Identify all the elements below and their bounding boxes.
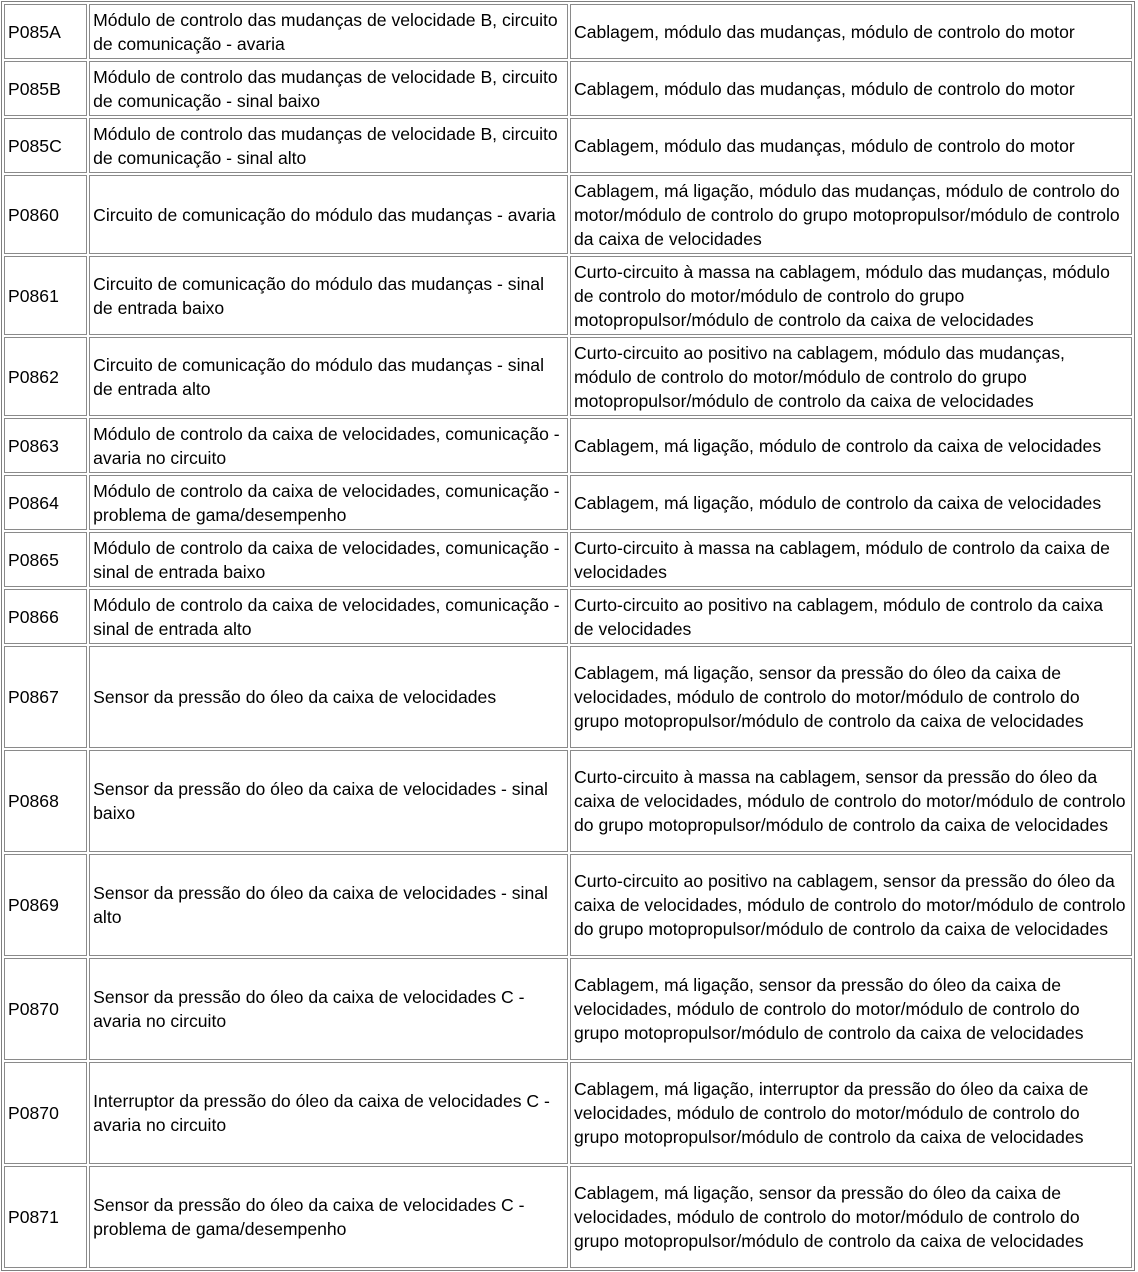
fault-description: Circuito de comunicação do módulo das mudanças - sinal de entrada baixo: [89, 256, 568, 335]
fault-description: Módulo de controlo das mudanças de velocidade B, circuito de comunicação - sinal alto: [89, 118, 568, 173]
possible-causes: Curto-circuito à massa na cablagem, módulo das mudanças, módulo de controlo do motor/módulo de controlo do grupo motopropulsor/módulo de controlo da caixa de velocidades: [570, 256, 1132, 335]
fault-description: Módulo de controlo da caixa de velocidades, comunicação - problema de gama/desempenho: [89, 475, 568, 530]
possible-causes: Cablagem, má ligação, sensor da pressão do óleo da caixa de velocidades, módulo de controlo do motor/módulo de controlo do grupo motopropulsor/módulo de controlo da caixa de velocidades: [570, 646, 1132, 748]
dtc-code: P0864: [4, 475, 87, 530]
table-row: [4, 61, 1132, 116]
dtc-code: P085B: [4, 61, 87, 116]
dtc-code: P0865: [4, 532, 87, 587]
possible-causes: Cablagem, módulo das mudanças, módulo de controlo do motor: [570, 4, 1132, 59]
possible-causes: Curto-circuito à massa na cablagem, módulo de controlo da caixa de velocidades: [570, 532, 1132, 587]
table-row: [4, 118, 1132, 173]
possible-causes: Cablagem, má ligação, interruptor da pressão do óleo da caixa de velocidades, módulo de controlo do motor/módulo de controlo do grupo motopropulsor/módulo de controlo da caixa de velocidades: [570, 1062, 1132, 1164]
table-row: [4, 475, 1132, 530]
dtc-code: P0860: [4, 175, 87, 254]
possible-causes: Cablagem, má ligação, módulo das mudanças, módulo de controlo do motor/módulo de controlo do grupo motopropulsor/módulo de controlo da caixa de velocidades: [570, 175, 1132, 254]
possible-causes: Curto-circuito ao positivo na cablagem, sensor da pressão do óleo da caixa de velocidades, módulo de controlo do motor/módulo de controlo do grupo motopropulsor/módulo de controlo da caixa de velocidades: [570, 854, 1132, 956]
dtc-table: [1, 1, 1135, 1271]
table-row: [4, 337, 1132, 416]
possible-causes: Cablagem, módulo das mudanças, módulo de controlo do motor: [570, 118, 1132, 173]
table-row: [4, 1166, 1132, 1268]
fault-description: Sensor da pressão do óleo da caixa de velocidades: [89, 646, 568, 748]
fault-description: Módulo de controlo da caixa de velocidades, comunicação - sinal de entrada baixo: [89, 532, 568, 587]
dtc-code: P085C: [4, 118, 87, 173]
possible-causes: Cablagem, má ligação, sensor da pressão do óleo da caixa de velocidades, módulo de controlo do motor/módulo de controlo do grupo motopropulsor/módulo de controlo da caixa de velocidades: [570, 958, 1132, 1060]
table-row: [4, 418, 1132, 473]
dtc-code: P0870: [4, 1062, 87, 1164]
fault-description: Sensor da pressão do óleo da caixa de velocidades C - problema de gama/desempenho: [89, 1166, 568, 1268]
table-row: [4, 750, 1132, 852]
possible-causes: Curto-circuito ao positivo na cablagem, módulo das mudanças, módulo de controlo do motor/módulo de controlo do grupo motopropulsor/módulo de controlo da caixa de velocidades: [570, 337, 1132, 416]
fault-description: Módulo de controlo das mudanças de velocidade B, circuito de comunicação - sinal baixo: [89, 61, 568, 116]
fault-description: Sensor da pressão do óleo da caixa de velocidades - sinal baixo: [89, 750, 568, 852]
dtc-code: P085A: [4, 4, 87, 59]
fault-description: Sensor da pressão do óleo da caixa de velocidades - sinal alto: [89, 854, 568, 956]
possible-causes: Curto-circuito ao positivo na cablagem, módulo de controlo da caixa de velocidades: [570, 589, 1132, 644]
table-row: [4, 4, 1132, 59]
fault-description: Módulo de controlo da caixa de velocidades, comunicação - avaria no circuito: [89, 418, 568, 473]
table-row: [4, 1062, 1132, 1164]
dtc-code: P0871: [4, 1166, 87, 1268]
dtc-code: P0862: [4, 337, 87, 416]
possible-causes: Cablagem, má ligação, módulo de controlo da caixa de velocidades: [570, 475, 1132, 530]
fault-description: Interruptor da pressão do óleo da caixa de velocidades C - avaria no circuito: [89, 1062, 568, 1164]
fault-description: Módulo de controlo da caixa de velocidades, comunicação - sinal de entrada alto: [89, 589, 568, 644]
dtc-code: P0867: [4, 646, 87, 748]
dtc-code: P0866: [4, 589, 87, 644]
dtc-code: P0863: [4, 418, 87, 473]
fault-description: Circuito de comunicação do módulo das mudanças - sinal de entrada alto: [89, 337, 568, 416]
table-row: [4, 854, 1132, 956]
possible-causes: Cablagem, má ligação, sensor da pressão do óleo da caixa de velocidades, módulo de controlo do motor/módulo de controlo do grupo motopropulsor/módulo de controlo da caixa de velocidades: [570, 1166, 1132, 1268]
table-row: [4, 532, 1132, 587]
table-row: [4, 175, 1132, 254]
table-row: [4, 646, 1132, 748]
dtc-code: P0869: [4, 854, 87, 956]
possible-causes: Cablagem, módulo das mudanças, módulo de controlo do motor: [570, 61, 1132, 116]
dtc-code: P0870: [4, 958, 87, 1060]
fault-description: Circuito de comunicação do módulo das mudanças - avaria: [89, 175, 568, 254]
possible-causes: Cablagem, má ligação, módulo de controlo da caixa de velocidades: [570, 418, 1132, 473]
table-row: [4, 256, 1132, 335]
fault-description: Sensor da pressão do óleo da caixa de velocidades C - avaria no circuito: [89, 958, 568, 1060]
possible-causes: Curto-circuito à massa na cablagem, sensor da pressão do óleo da caixa de velocidades, módulo de controlo do motor/módulo de controlo do grupo motopropulsor/módulo de controlo da caixa de velocidades: [570, 750, 1132, 852]
fault-description: Módulo de controlo das mudanças de velocidade B, circuito de comunicação - avaria: [89, 4, 568, 59]
dtc-code: P0861: [4, 256, 87, 335]
dtc-code: P0868: [4, 750, 87, 852]
table-row: [4, 589, 1132, 644]
table-row: [4, 958, 1132, 1060]
